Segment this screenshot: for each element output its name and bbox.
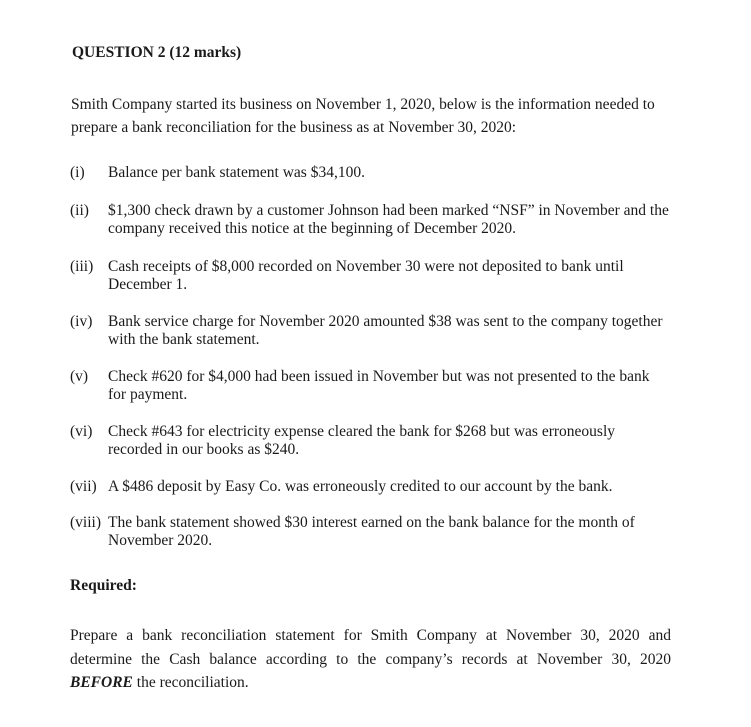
item-number: (iv) — [70, 313, 93, 330]
question-heading: QUESTION 2 (12 marks) — [72, 44, 242, 61]
required-label: Required: — [70, 577, 137, 594]
item-number: (viii) — [70, 514, 101, 531]
item-number: (iii) — [70, 258, 94, 275]
list-item — [70, 423, 670, 459]
item-text: Bank service charge for November 2020 amounted $38 was sent to the company together with the bank statement. — [108, 313, 663, 348]
item-text: Check #620 for $4,000 had been issued in November but was not presented to the bank for payment. — [108, 368, 650, 403]
list-item — [70, 202, 670, 238]
item-text: The bank statement showed $30 interest earned on the bank balance for the month of November 2020. — [108, 514, 635, 549]
closing-tail: the reconciliation. — [132, 674, 249, 691]
item-text: Check #643 for electricity expense cleared the bank for $268 but was erroneously recorded in our books as $240. — [108, 423, 616, 458]
list-item — [70, 313, 670, 349]
item-text: $1,300 check drawn by a customer Johnson had been marked “NSF” in November and the company received this notice at the beginning of December 2020. — [108, 202, 669, 237]
list-item — [70, 258, 670, 294]
emphasis-text: BEFORE — [70, 674, 133, 691]
list-item — [70, 478, 670, 496]
item-number: (ii) — [70, 202, 89, 219]
item-number: (vii) — [70, 478, 97, 495]
closing-paragraph — [70, 624, 671, 695]
closing-text: Prepare a bank reconciliation statement for Smith Company at November 30, 2020 and determine the Cash balance according to the company’s records at November 30, 2020 — [70, 627, 671, 668]
list-item — [70, 514, 670, 550]
item-number: (i) — [70, 164, 85, 181]
intro-paragraph: Smith Company started its business on November 1, 2020, below is the information needed to prepare a bank reconciliation for the business as at November 30, 2020: — [71, 96, 655, 136]
item-text: A $486 deposit by Easy Co. was erroneously credited to our account by the bank. — [108, 478, 613, 495]
item-text: Balance per bank statement was $34,100. — [108, 164, 365, 181]
list-item — [70, 368, 670, 404]
item-number: (v) — [70, 368, 89, 385]
item-text: Cash receipts of $8,000 recorded on November 30 were not deposited to bank until December 1. — [108, 258, 624, 293]
list-item — [70, 164, 670, 182]
item-number: (vi) — [70, 423, 93, 440]
